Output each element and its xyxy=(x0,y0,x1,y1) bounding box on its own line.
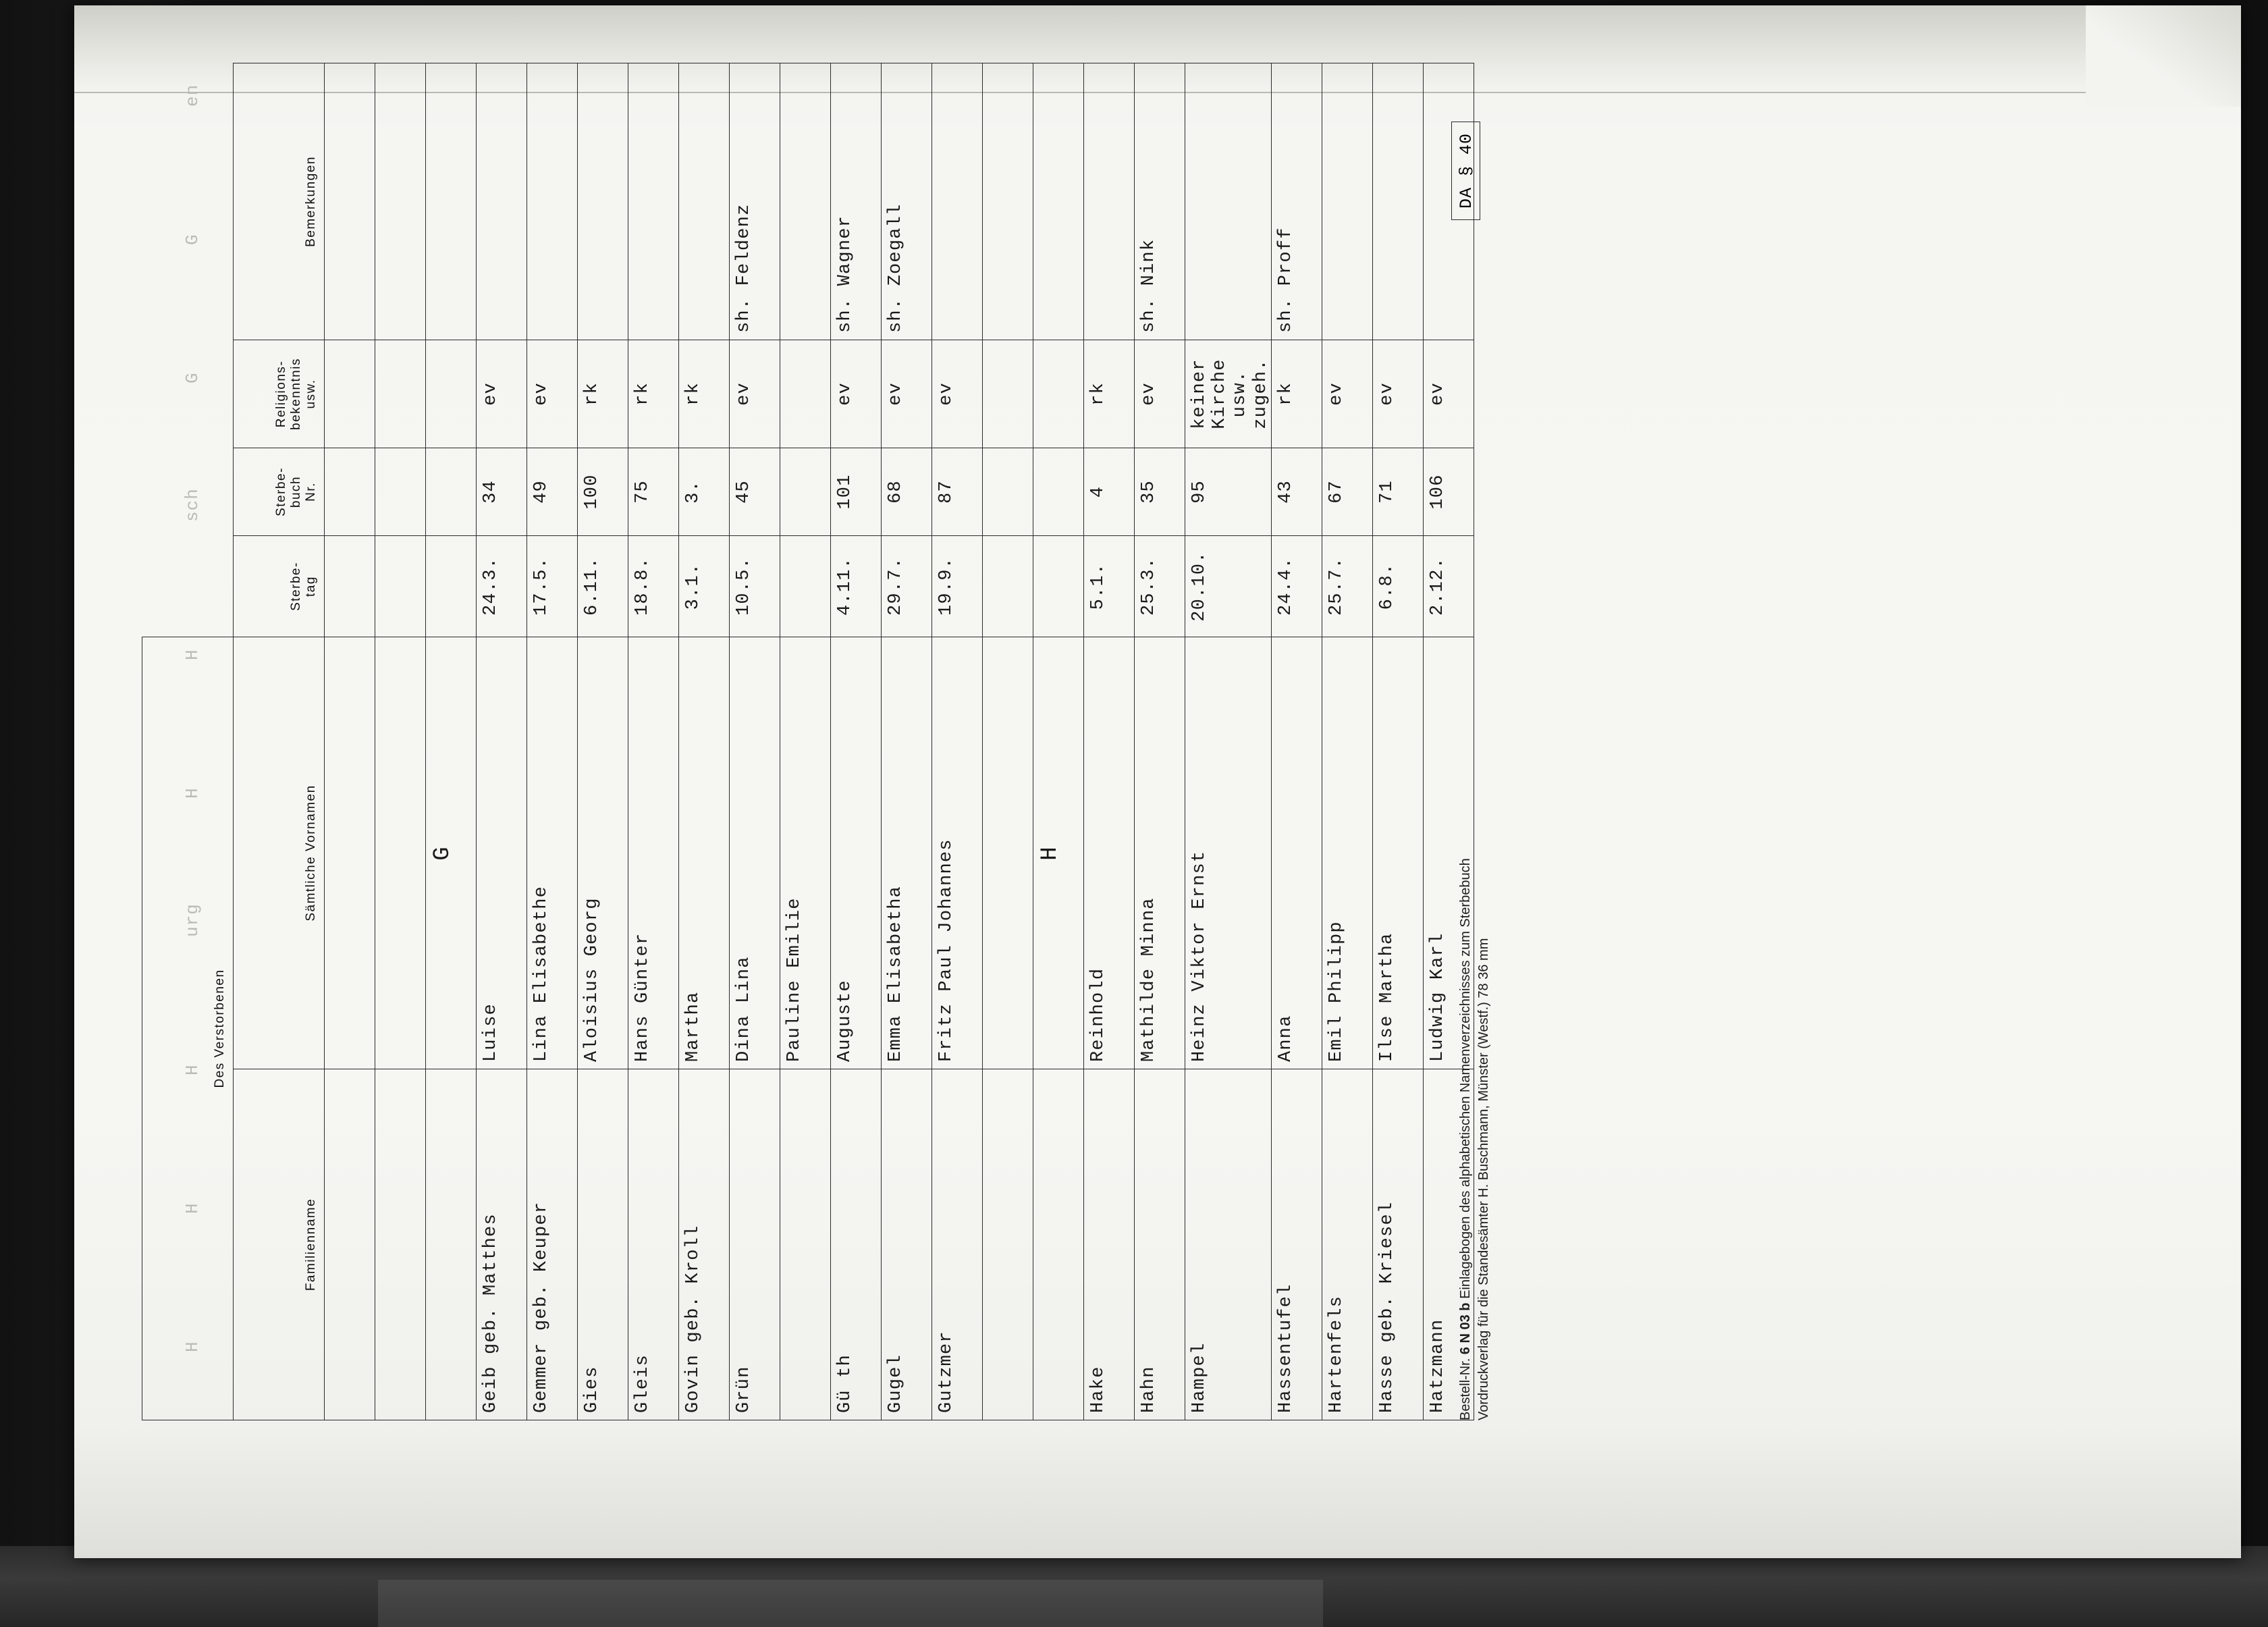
cell-given-names: Auguste xyxy=(831,637,882,1069)
cell-death-day: 25.7. xyxy=(1322,536,1372,637)
order-note-rest: Einlagebogen des alphabetischen Namenverzeichnisses zum Sterbebuch xyxy=(1458,858,1473,1299)
margin-ghost-letter: en xyxy=(182,84,202,107)
table-header-group-row xyxy=(142,63,234,1420)
cell-given-names: Reinhold xyxy=(1084,637,1135,1069)
cell-given-names: Luise xyxy=(477,637,527,1069)
cell-book-number xyxy=(426,448,477,536)
cell-remarks xyxy=(1033,63,1084,340)
cell-death-day: 4.11. xyxy=(831,536,882,637)
cell-family-name: Gü th xyxy=(831,1069,882,1420)
order-note-line1: Bestell-Nr. 6 N 03 b Einlagebogen des alphabetischen Namenverzeichnisses zum Sterbebuch xyxy=(1458,858,1473,1420)
cell-given-names: Lina Elisabethe xyxy=(527,637,578,1069)
cell-book-number: 68 xyxy=(882,448,932,536)
cell-given-names: Anna xyxy=(1271,637,1322,1069)
order-number-note xyxy=(1457,813,1493,1420)
table-row[interactable] xyxy=(1135,63,1185,1420)
cell-religion xyxy=(375,340,426,448)
header-sterbebuch-nr xyxy=(234,448,325,536)
cell-remarks xyxy=(679,63,730,340)
margin-ghost-letter: H xyxy=(182,787,202,799)
cell-given-names: Ludwig Karl xyxy=(1423,637,1474,1069)
header-spacer-4 xyxy=(142,63,234,340)
cell-family-name: Gleis xyxy=(628,1069,679,1420)
margin-ghost-letter: H xyxy=(182,649,202,660)
table-row[interactable] xyxy=(679,63,730,1420)
margin-ghost-letter: G xyxy=(182,372,202,383)
cell-remarks xyxy=(578,63,628,340)
cell-religion: ev xyxy=(882,340,932,448)
table-row[interactable] xyxy=(983,63,1033,1420)
cell-religion: ev xyxy=(1372,340,1423,448)
cell-book-number: 49 xyxy=(527,448,578,536)
cell-remarks xyxy=(1322,63,1372,340)
cell-family-name: Hasse geb. Kriesel xyxy=(1372,1069,1423,1420)
cell-family-name: Geib geb. Matthes xyxy=(477,1069,527,1420)
register-table xyxy=(142,63,1474,1420)
order-note-line2: Vordruckverlag für die Standesämter H. Buschmann, Münster (Westf.) 78 36 mm xyxy=(1476,938,1491,1420)
cell-family-name: Hartenfels xyxy=(1322,1069,1372,1420)
cell-religion: ev xyxy=(527,340,578,448)
cell-family-name: Gies xyxy=(578,1069,628,1420)
cell-death-day: 24.4. xyxy=(1271,536,1322,637)
cell-book-number xyxy=(325,448,375,536)
cell-remarks xyxy=(983,63,1033,340)
cell-religion: rk xyxy=(578,340,628,448)
cell-family-name: Gutzmer xyxy=(932,1069,983,1420)
cell-book-number: 67 xyxy=(1322,448,1372,536)
order-note-code: 6 N 03 b xyxy=(1458,1302,1473,1355)
table-row[interactable] xyxy=(1322,63,1372,1420)
cell-remarks xyxy=(1372,63,1423,340)
cell-given-names xyxy=(375,637,426,1069)
cell-death-day: 3.1. xyxy=(679,536,730,637)
cell-family-name: Gugel xyxy=(882,1069,932,1420)
cell-family-name xyxy=(375,1069,426,1420)
margin-ghost-letter: H xyxy=(182,1341,202,1352)
cell-given-names xyxy=(325,637,375,1069)
rotated-table-wrapper xyxy=(74,5,2133,1477)
header-bemerkungen: Bemerkungen xyxy=(234,63,325,340)
cell-death-day xyxy=(426,536,477,637)
header-buch-l2: buch xyxy=(289,475,303,508)
cell-remarks xyxy=(527,63,578,340)
table-row[interactable] xyxy=(730,63,780,1420)
cell-death-day: 10.5. xyxy=(730,536,780,637)
cell-book-number: 95 xyxy=(1185,448,1272,536)
table-row[interactable] xyxy=(882,63,932,1420)
cell-death-day: 2.12. xyxy=(1423,536,1474,637)
table-row[interactable] xyxy=(1185,63,1272,1420)
header-buch-l3: Nr. xyxy=(304,482,318,502)
table-row[interactable] xyxy=(1271,63,1322,1420)
cell-book-number: 35 xyxy=(1135,448,1185,536)
header-spacer-2 xyxy=(142,448,234,536)
cell-given-names: Dina Lina xyxy=(730,637,780,1069)
cell-book-number: 106 xyxy=(1423,448,1474,536)
cell-religion: ev xyxy=(1322,340,1372,448)
cell-given-names xyxy=(983,637,1033,1069)
cell-remarks xyxy=(932,63,983,340)
cell-given-names: Aloisius Georg xyxy=(578,637,628,1069)
cell-book-number: 100 xyxy=(578,448,628,536)
margin-ghost-letter: urg xyxy=(182,903,202,937)
cell-remarks: sh. Feldenz xyxy=(730,63,780,340)
cell-given-names: Martha xyxy=(679,637,730,1069)
table-row[interactable] xyxy=(325,63,375,1420)
header-des-verstorbenen: Des Verstorbenen xyxy=(142,637,234,1420)
cell-family-name xyxy=(780,1069,831,1420)
cell-given-names: H xyxy=(1033,637,1084,1069)
cell-religion: rk xyxy=(1084,340,1135,448)
cell-religion: ev xyxy=(730,340,780,448)
header-vornamen: Sämtliche Vornamen xyxy=(234,637,325,1069)
table-row[interactable] xyxy=(1372,63,1423,1420)
table-row[interactable] xyxy=(932,63,983,1420)
cell-book-number: 75 xyxy=(628,448,679,536)
cell-book-number xyxy=(1033,448,1084,536)
cell-death-day: 29.7. xyxy=(882,536,932,637)
cell-family-name xyxy=(983,1069,1033,1420)
register-page xyxy=(74,5,2241,1558)
header-sterbetag-l1: Sterbe- xyxy=(289,562,303,611)
margin-ghost-letter: G xyxy=(182,234,202,245)
cell-remarks: sh. Nink xyxy=(1135,63,1185,340)
header-rel-l2: bekenntnis xyxy=(289,358,303,430)
cell-religion: ev xyxy=(1135,340,1185,448)
table-row[interactable] xyxy=(831,63,882,1420)
cell-religion xyxy=(983,340,1033,448)
header-religion xyxy=(234,340,325,448)
cell-given-names: Mathilde Minna xyxy=(1135,637,1185,1069)
header-buch-l1: Sterbe- xyxy=(274,467,288,516)
header-rel-l3: usw. xyxy=(304,379,318,409)
cell-remarks xyxy=(325,63,375,340)
cell-family-name: Hake xyxy=(1084,1069,1135,1420)
cell-death-day: 18.8. xyxy=(628,536,679,637)
cell-given-names: G xyxy=(426,637,477,1069)
cell-book-number: 3. xyxy=(679,448,730,536)
cell-remarks xyxy=(375,63,426,340)
cell-book-number xyxy=(983,448,1033,536)
cell-death-day: 17.5. xyxy=(527,536,578,637)
cell-family-name xyxy=(426,1069,477,1420)
cell-book-number: 4 xyxy=(1084,448,1135,536)
cell-death-day xyxy=(983,536,1033,637)
cell-given-names: Emil Philipp xyxy=(1322,637,1372,1069)
table-row[interactable] xyxy=(578,63,628,1420)
header-sterbetag xyxy=(234,536,325,637)
cell-religion: ev xyxy=(932,340,983,448)
table-row[interactable] xyxy=(477,63,527,1420)
cell-book-number xyxy=(780,448,831,536)
margin-ghost-letter: H xyxy=(182,1064,202,1075)
cell-family-name: Hatzmann xyxy=(1423,1069,1474,1420)
cell-remarks xyxy=(1084,63,1135,340)
cell-death-day: 6.11. xyxy=(578,536,628,637)
cell-given-names: Emma Elisabetha xyxy=(882,637,932,1069)
cell-remarks xyxy=(1185,63,1272,340)
header-sterbetag-l2: tag xyxy=(304,576,318,597)
cell-book-number: 43 xyxy=(1271,448,1322,536)
cell-remarks xyxy=(628,63,679,340)
cell-death-day: 20.10. xyxy=(1185,536,1272,637)
cell-family-name: Gemmer geb. Keuper xyxy=(527,1069,578,1420)
table-row[interactable] xyxy=(527,63,578,1420)
header-rel-l1: Religions- xyxy=(274,360,288,428)
desk-surface-highlight xyxy=(378,1580,1323,1627)
cell-religion xyxy=(325,340,375,448)
cell-book-number xyxy=(375,448,426,536)
cell-death-day: 19.9. xyxy=(932,536,983,637)
cell-remarks xyxy=(477,63,527,340)
cell-religion: ev xyxy=(477,340,527,448)
cell-remarks: sh. Proff xyxy=(1271,63,1322,340)
cell-book-number: 87 xyxy=(932,448,983,536)
cell-death-day: 5.1. xyxy=(1084,536,1135,637)
cell-family-name: Hassentufel xyxy=(1271,1069,1322,1420)
cell-religion xyxy=(1033,340,1084,448)
register-table-body xyxy=(325,63,1474,1420)
cell-remarks xyxy=(426,63,477,340)
cell-religion: rk xyxy=(628,340,679,448)
table-row[interactable] xyxy=(1084,63,1135,1420)
cell-given-names: Heinz Viktor Ernst xyxy=(1185,637,1272,1069)
table-row[interactable] xyxy=(780,63,831,1420)
table-row[interactable] xyxy=(1033,63,1084,1420)
cell-family-name: Grün xyxy=(730,1069,780,1420)
cell-family-name xyxy=(1033,1069,1084,1420)
page-surface xyxy=(74,5,2241,1558)
cell-book-number: 71 xyxy=(1372,448,1423,536)
cell-religion: keiner Kirche usw. zugeh. xyxy=(1185,340,1272,448)
cell-religion xyxy=(780,340,831,448)
cell-religion: ev xyxy=(831,340,882,448)
cell-death-day xyxy=(375,536,426,637)
cell-remarks xyxy=(780,63,831,340)
margin-ghost-letter: H xyxy=(182,1202,202,1214)
cell-family-name: Hahn xyxy=(1135,1069,1185,1420)
cell-book-number: 45 xyxy=(730,448,780,536)
cell-family-name: Govin geb. Kroll xyxy=(679,1069,730,1420)
cell-family-name xyxy=(325,1069,375,1420)
cell-death-day xyxy=(325,536,375,637)
cell-death-day xyxy=(1033,536,1084,637)
cell-given-names: Hans Günter xyxy=(628,637,679,1069)
table-row[interactable] xyxy=(628,63,679,1420)
cell-religion xyxy=(426,340,477,448)
cell-remarks: sh. Zoegall xyxy=(882,63,932,340)
cell-death-day xyxy=(780,536,831,637)
cell-given-names: Fritz Paul Johannes xyxy=(932,637,983,1069)
cell-death-day: 24.3. xyxy=(477,536,527,637)
cell-book-number: 101 xyxy=(831,448,882,536)
stamp-da-40: DA § 40 xyxy=(1451,122,1480,220)
cell-given-names: Pauline Emilie xyxy=(780,637,831,1069)
margin-ghost-letter: sch xyxy=(182,488,202,522)
header-spacer-1 xyxy=(142,536,234,637)
cell-remarks: sh. Wagner xyxy=(831,63,882,340)
cell-death-day: 25.3. xyxy=(1135,536,1185,637)
cell-family-name: Hampel xyxy=(1185,1069,1272,1420)
header-spacer-3 xyxy=(142,340,234,448)
cell-religion: ev xyxy=(1423,340,1474,448)
table-row[interactable] xyxy=(426,63,477,1420)
table-header-row xyxy=(234,63,325,1420)
cell-book-number: 34 xyxy=(477,448,527,536)
header-familienname: Familienname xyxy=(234,1069,325,1420)
cell-religion: rk xyxy=(1271,340,1322,448)
table-row[interactable] xyxy=(375,63,426,1420)
cell-religion: rk xyxy=(679,340,730,448)
cell-given-names: Ilse Martha xyxy=(1372,637,1423,1069)
cell-death-day: 6.8. xyxy=(1372,536,1423,637)
